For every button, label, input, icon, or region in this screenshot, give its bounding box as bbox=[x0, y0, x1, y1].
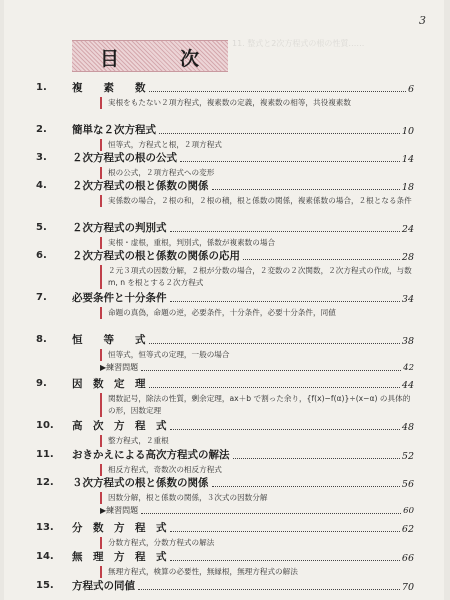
entry-details: ２元３項式の因数分解，２根が分数の場合，２変数の２次関数，２次方程式の作成，与数 m, n を根とする２次方程式 bbox=[100, 265, 412, 289]
exercise-row[interactable] bbox=[100, 361, 414, 373]
toc-heading-char-1: 目 bbox=[100, 48, 120, 70]
leader-dots bbox=[170, 428, 400, 430]
exercise-page: 60 bbox=[403, 506, 414, 516]
leader-dots bbox=[141, 512, 401, 514]
page-number: 3 bbox=[419, 14, 426, 27]
entry-page: 70 bbox=[401, 582, 414, 593]
leader-dots bbox=[159, 132, 400, 134]
entry-page: 28 bbox=[401, 252, 414, 263]
entry-title: 分 数 方 程 式 bbox=[72, 522, 167, 534]
entry-number: 14. bbox=[36, 551, 54, 562]
entry-details: 実根・虚根，重根，判別式，係数が複素数の場合 bbox=[100, 237, 412, 249]
entry-title: 複 素 数 bbox=[72, 82, 146, 94]
entry-details: 命題の真偽，命題の逆，必要条件，十分条件，必要十分条件，同値 bbox=[100, 307, 412, 319]
leader-dots bbox=[170, 230, 400, 232]
toc-heading bbox=[72, 40, 228, 72]
entry-title: ２次方程式の根の公式 bbox=[72, 152, 177, 164]
entry-page: 52 bbox=[401, 451, 414, 462]
entry-number: 8. bbox=[36, 334, 47, 345]
entry-title: 方程式の同値 bbox=[72, 580, 135, 592]
leader-dots bbox=[233, 457, 400, 459]
leader-dots bbox=[141, 369, 401, 371]
entry-details: 無理方程式，検算の必要性，無縁根，無理方程式の解法 bbox=[100, 566, 412, 578]
entry-title: 因 数 定 理 bbox=[72, 378, 146, 390]
entry-details: 実根をもたない２項方程式，複素数の定義，複素数の相等，共役複素数 bbox=[100, 97, 412, 109]
exercise-label: ▶練習問題 bbox=[100, 506, 139, 515]
entry-page: 24 bbox=[401, 224, 414, 235]
entry-number: 10. bbox=[36, 420, 54, 431]
entry-details: 因数分解，根と係数の関係，３次式の因数分解 bbox=[100, 492, 412, 504]
bleed-through-text: 11. 整式と2次方程式の根の性質…… bbox=[232, 39, 365, 48]
entry-page: 14 bbox=[401, 154, 414, 165]
leader-dots bbox=[138, 588, 400, 590]
entry-title: ２次方程式の判別式 bbox=[72, 222, 167, 234]
entry-number: 5. bbox=[36, 222, 47, 233]
entry-page: 56 bbox=[401, 479, 414, 490]
entry-details: 相反方程式，奇数次の相反方程式 bbox=[100, 464, 412, 476]
leader-dots bbox=[212, 188, 400, 190]
entry-details: 根の公式，２項方程式への変形 bbox=[100, 167, 412, 179]
entry-number: 13. bbox=[36, 522, 54, 533]
entry-page: 34 bbox=[401, 294, 414, 305]
entry-page: 66 bbox=[401, 553, 414, 564]
leader-dots bbox=[170, 559, 400, 561]
leader-dots bbox=[149, 386, 400, 388]
exercise-page: 42 bbox=[403, 363, 414, 373]
entry-title: 簡単な２次方程式 bbox=[72, 124, 156, 136]
leader-dots bbox=[170, 530, 400, 532]
entry-number: 4. bbox=[36, 180, 47, 191]
entry-title: おきかえによる高次方程式の解法 bbox=[72, 449, 230, 461]
entry-number: 12. bbox=[36, 477, 54, 488]
entry-page: 18 bbox=[401, 182, 414, 193]
entry-title: ３次方程式の根と係数の関係 bbox=[72, 477, 209, 489]
entry-title: ２次方程式の根と係数の関係の応用 bbox=[72, 250, 240, 262]
entry-title: 高 次 方 程 式 bbox=[72, 420, 167, 432]
entry-number: 15. bbox=[36, 580, 54, 591]
entry-number: 6. bbox=[36, 250, 47, 261]
leader-dots bbox=[170, 300, 400, 302]
book-page bbox=[4, 0, 444, 600]
entry-title: 無 理 方 程 式 bbox=[72, 551, 167, 563]
entry-page: 62 bbox=[401, 524, 414, 535]
entry-number: 1. bbox=[36, 82, 47, 93]
toc-heading-char-2: 次 bbox=[180, 48, 200, 70]
entry-number: 11. bbox=[36, 449, 54, 460]
entry-page: 38 bbox=[401, 336, 414, 347]
entry-title: 恒 等 式 bbox=[72, 334, 146, 346]
entry-page: 48 bbox=[401, 422, 414, 433]
exercise-row[interactable] bbox=[100, 504, 414, 516]
entry-details: 実係数の場合，２根の和，２根の積，根と係数の関係，複素係数の場合，２根となる条件 bbox=[100, 195, 412, 207]
leader-dots bbox=[149, 342, 400, 344]
leader-dots bbox=[149, 90, 406, 92]
entry-details: 分数方程式，分数方程式の解法 bbox=[100, 537, 412, 549]
entry-number: 2. bbox=[36, 124, 47, 135]
leader-dots bbox=[212, 485, 400, 487]
entry-number: 9. bbox=[36, 378, 47, 389]
entry-title: ２次方程式の根と係数の関係 bbox=[72, 180, 209, 192]
entry-number: 7. bbox=[36, 292, 47, 303]
entry-page: 10 bbox=[401, 126, 414, 137]
leader-dots bbox=[243, 258, 400, 260]
entry-details: 整方程式，２重根 bbox=[100, 435, 412, 447]
entry-title: 必要条件と十分条件 bbox=[72, 292, 167, 304]
exercise-label: ▶練習問題 bbox=[100, 363, 139, 372]
entry-number: 3. bbox=[36, 152, 47, 163]
entry-details: 関数記号，除法の性質，剰余定理，ax＋b で割った余り，{f(x)−f(α)}÷(x−α) の具体的の形，因数定理 bbox=[100, 393, 412, 417]
entry-details: 恒等式，方程式と根，２項方程式 bbox=[100, 139, 412, 151]
entry-details: 恒等式，恒等式の定理，一般の場合 bbox=[100, 349, 412, 361]
entry-page: 6 bbox=[407, 84, 414, 95]
entry-page: 44 bbox=[401, 380, 414, 391]
leader-dots bbox=[180, 160, 400, 162]
